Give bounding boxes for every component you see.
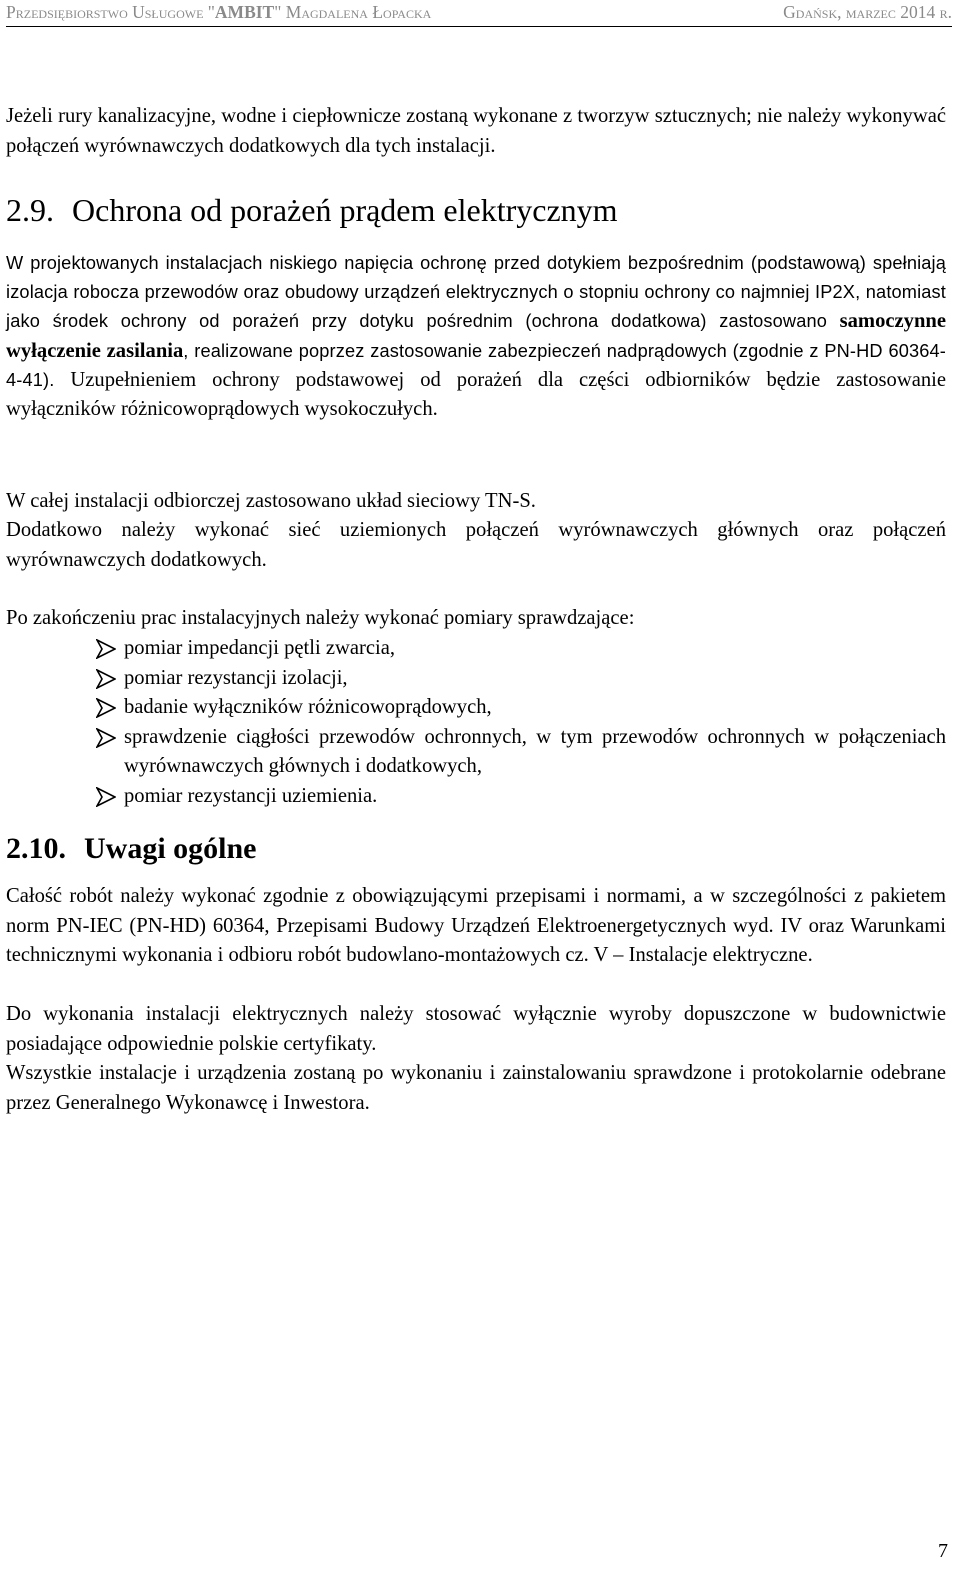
list-item: pomiar rezystancji uziemienia. (0, 782, 950, 812)
list-item: pomiar rezystancji izolacji, (0, 664, 950, 694)
general-paragraph-2: Do wykonania instalacji elektrycznych należy stosować wyłącznie wyroby dopuszczone w budownictwie posiadające odpowiednie polskie certyfikaty. (6, 1003, 946, 1055)
arrow-bullet-icon (96, 698, 116, 718)
page-number: 7 (938, 1540, 948, 1562)
general-paragraph-1: Całość robót należy wykonać zgodnie z obowiązującymi przepisami i normami, a w szczególności z pakietem norm PN-IEC (PN-HD) 60364, Przepisami Budowy Urządzeń Elektroenergetycznych wyd. IV oraz Warunkami technicznymi wykonania i odbioru robót budowlano-montażowych cz. V – Instalacje elektryczne. (6, 885, 946, 966)
bold-term: samoczynne wyłączenie zasilania (6, 310, 946, 362)
section-heading-2-9 (6, 192, 618, 229)
arrow-bullet-icon (96, 669, 116, 689)
section-number: 2.9. (6, 192, 54, 228)
company-name: Przedsiębiorstwo Usługowe "AMBIT" Magdalena Łopacka (6, 2, 432, 22)
measurements-list (0, 634, 950, 811)
tns-paragraph: W całej instalacji odbiorczej zastosowano układ sieciowy TN-S. (6, 490, 536, 512)
page-header (6, 0, 952, 27)
protection-paragraph: W projektowanych instalacjach niskiego napięcia ochronę przed dotykiem bezpośrednim (podstawową) spełniają izolacja robocza przewodów oraz obudowy urządzeń elektrycznych o stopniu ochrony co najmniej IP2X, natomiast jako środek ochrony od porażeń przy dotyku pośrednim (ochrona dodatkowa) zastosowano samoczynne wyłączenie zasilania, realizowane poprzez zastosowanie zabezpieczeń nadprądowych (zgodnie z PN-HD 60364-4-41). Uzupełnieniem ochrony podstawowej od porażeń dla części odbiorników będzie zastosowanie wyłączników różnicowoprądowych wysokoczułych. (6, 253, 946, 421)
list-item: pomiar impedancji pętli zwarcia, (0, 634, 950, 664)
section-heading-2-10 (6, 832, 257, 866)
place-date: Gdańsk, marzec 2014 r. (783, 2, 952, 22)
list-item: sprawdzenie ciągłości przewodów ochronnych, w tym przewodów ochronnych w połączeniach wyrównawczych głównych i dodatkowych, (0, 723, 950, 782)
intro-paragraph: Jeżeli rury kanalizacyjne, wodne i ciepłownicze zostaną wykonane z tworzyw sztucznych; nie należy wykonywać połączeń wyrównawczych dodatkowych dla tych instalacji. (6, 105, 946, 157)
list-item: badanie wyłączników różnicowoprądowych, (0, 693, 950, 723)
section-number: 2.10. (6, 832, 66, 865)
section-title: Ochrona od porażeń prądem elektrycznym (72, 192, 618, 228)
equipotential-paragraph: Dodatkowo należy wykonać sieć uziemionych połączeń wyrównawczych głównych oraz połączeń wyrównawczych dodatkowych. (6, 519, 946, 571)
general-paragraph-3: Wszystkie instalacje i urządzenia zostaną po wykonaniu i zainstalowaniu sprawdzone i protokolarnie odebrane przez Generalnego Wykonawcę i Inwestora. (6, 1062, 946, 1114)
measurements-intro: Po zakończeniu prac instalacyjnych należy wykonać pomiary sprawdzające: (6, 607, 635, 629)
arrow-bullet-icon (96, 639, 116, 659)
section-title: Uwagi ogólne (84, 832, 257, 865)
arrow-bullet-icon (96, 728, 116, 748)
arrow-bullet-icon (96, 787, 116, 807)
